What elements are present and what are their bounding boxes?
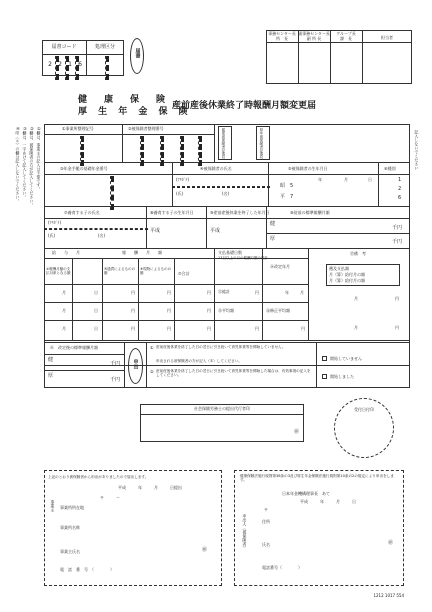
remark-month: 月 [354,296,358,301]
apply-label: 申出 [132,359,139,369]
applicant-addressee: 日本年金機構理事長 あて [282,491,330,496]
divider [44,248,410,249]
pension-cert-label: 厚年被保険者証番号 [259,128,264,160]
col-b-label: ⑤通貨によるものの額 [104,267,136,275]
amount-label: 報 酬 月 額 [122,250,162,255]
col-c-label: ⑥現物によるものの額 [140,267,172,275]
approval-label: 担当者 [381,35,393,40]
name-kana: (ﾌﾘｶﾞﾅ) [176,177,190,182]
applicant-name: 氏名 [262,542,270,547]
started-checkbox[interactable] [322,374,327,379]
pay-month: 月 [62,326,66,331]
after-health: 健 [48,357,54,363]
divider [72,258,73,340]
divider [172,186,270,188]
type-value: 2 [398,186,402,192]
birth-label: ⑤被保険者の生年月日 [288,166,328,171]
divider [102,258,103,340]
yen-c: 円 [167,326,171,331]
pay-month: 月 [62,290,66,295]
not-started-label: 開始していません [330,356,362,361]
divider [140,414,304,415]
birth-year: 年 [318,177,322,182]
approval-label: 事務センター長 [268,31,296,36]
owner-phone: 電 話 番 号 （ ） [60,567,114,572]
divider [44,302,308,303]
applicant-phone: 電話番号（ ） [262,565,302,570]
name-family: (氏) [176,191,184,196]
divider [146,206,147,248]
applicant-address: 住所 [262,519,270,524]
divider [44,340,410,341]
divider [172,162,173,206]
avg-label: ⑮平均額 [218,308,234,313]
divider [44,228,148,230]
divider [174,258,175,340]
divider [180,136,184,166]
yen-b: 円 [131,290,135,295]
era-showa: 昭 [280,183,286,189]
approval-sublabel: 副 所 長 [306,36,322,41]
started-label: 開始しました [330,374,354,379]
employer-postal: 〒 ー [100,495,120,500]
pay-month-label: 給 与 月 [52,250,80,255]
option-2-num: ② [150,369,154,374]
employer-date: 平成 年 月 日提出 [118,485,182,490]
divider [198,136,202,166]
received-label: 受付日付印 [354,407,374,412]
applicant-postal: 〒 [264,507,268,512]
remark-line: 月（算）給付月の額 [329,278,365,283]
form-code-digit: 2 [48,61,52,68]
applicant-declaration: 健康保険法施行規則第38条の3及び厚生年金保険法施行規則第10条の2の規定により申出をします。 [240,474,394,482]
after-health-yen: 千円 [110,361,121,367]
divider [44,284,308,285]
yen-c: 円 [167,308,171,313]
after-pension-yen: 千円 [110,377,121,383]
divider [266,233,410,234]
yen-b: 円 [131,326,135,331]
prev-health: 健 [270,221,276,227]
yen-d: 円 [207,326,211,331]
divider [44,174,410,175]
yen-avg: 円 [255,326,259,331]
option-2-text: 産前産後休業を終了した日の翌日に引き続いて育児休業等を開始した場合は、有効事項の記入をしてください。 [156,369,311,377]
pay-day: 日 [94,290,98,295]
form-code-digit: 2 [58,61,62,68]
owner-seal: ㊞ [202,547,208,553]
remark-yen: 円 [395,296,399,301]
divider [214,248,215,340]
leave-end-label: ⑨産前産後休業を終了した年月日 [210,210,270,215]
form-code-digit: 6 [78,61,82,68]
adj-label: ⑯修正平均額 [266,308,290,313]
basis-note-label: 17日以上の月の報酬月額の総計 [218,256,268,260]
divider [105,56,109,80]
era-heisei: 平 [280,194,286,200]
revised-year: 年 [285,290,289,295]
divider [140,136,144,166]
remark-title: 遡及支払額 [329,266,349,271]
applicant-seal: ㊞ [388,540,394,546]
divider [122,124,123,162]
divider [316,342,317,388]
pay-day: 日 [94,326,98,331]
office-name: 事業所名称 [60,525,80,530]
divider [42,54,124,55]
divider [268,162,269,206]
remarks-label: ⑰備 考 [350,251,366,256]
col-a-label: ②報酬月額の支払対象となる額 [46,267,71,275]
divider [80,136,84,166]
pension-number-label: ③年金手帳の基礎年金番号 [60,166,108,171]
side-note: ④印（＊）の欄は記入しないでください。 [15,126,21,203]
form-code-digit: 1 [68,61,72,68]
page-title: 産前産後休業終了時報酬月額変更届 [172,101,317,111]
name-given: (名) [222,191,230,196]
yen-c: 円 [167,290,171,295]
after-pension: 厚 [48,373,54,379]
child-family: (氏) [48,233,56,238]
agent-label: 社会保険労務士の提出代行者印 [194,406,250,411]
divider [44,134,214,135]
office-code-label: ①事業所整理記号 [62,126,94,131]
child-birth-label: ⑧養育する子の生年月日 [150,210,194,215]
remark-month: 月 [354,325,358,330]
revised-label: ⑭改定年月 [270,264,290,269]
prev-pension: 厚 [270,236,276,242]
type-value: 1 [398,177,402,183]
prev-health-yen: 千円 [392,225,403,231]
divider [44,370,124,371]
region-code-label: 処理区分 [94,44,115,50]
divider [378,162,379,206]
yen-total: 円 [255,290,259,295]
option-1-num: ① [150,345,154,350]
divider [86,40,87,76]
basis-days-label: 支払基礎日数 [218,250,242,255]
divider [214,124,215,162]
pay-month: 月 [62,308,66,313]
divider [308,248,309,340]
side-note: ③欄は、一字あけて記入してください。 [22,126,28,199]
divider [44,206,410,207]
divider [44,354,124,355]
approval-sublabel: 課 長 [340,36,352,41]
divider [44,162,410,163]
employer-side: 事業主 [50,500,56,512]
yen-b: 円 [131,308,135,313]
yen-d: 円 [207,308,211,313]
divider [160,136,164,166]
employer-declaration: 上記のとおり被保険者から申出がありましたので届出します。 [48,475,149,479]
title-line2: 厚 生 年 金 保 険 [78,107,192,117]
approval-label: 副事務センター長 [298,31,330,36]
side-note-right: 記入しないでください [414,130,420,170]
child-era: 平成 [150,228,161,234]
type-value: 6 [398,195,402,201]
option-1-note: 申出される被保険者の方が記入（②）してください。 [156,359,242,363]
total-label: ⑫総計 [218,289,230,294]
owner-name: 事業主氏名 [60,549,80,554]
yen-d: 円 [207,290,211,295]
name-label: ④被保険者の氏名 [200,166,232,171]
after-label: ㊶ 改定後の標準報酬月額 [50,345,98,350]
approval-label: グループ長 [336,31,356,36]
divider [206,206,207,248]
side-note: ②欄は、被保険者の方が記入してください。 [29,126,35,207]
prev-amount-label: ⑩従前の標準報酬月額 [290,210,330,215]
approval-sublabel: 所 長 [276,36,288,41]
office-address: 事業所所在地 [60,505,84,510]
agent-seal: ㊞ [294,429,300,435]
birth-day: 日 [368,177,372,182]
applicant-box [234,470,404,586]
side-note: ①欄は、事業主の記入は不要です。 [36,126,42,191]
applicant-date: 平成 年 月 日 [300,499,356,504]
health-cert-label: 健保被保険者証番号 [221,128,226,160]
child-given: (名) [98,233,106,238]
prev-pension-yen: 千円 [392,239,403,245]
birth-month: 月 [344,177,348,182]
title-line1: 健 康 保 険 [78,95,170,105]
divider [138,258,139,340]
insured-number-label: ②被保険者整理番号 [128,126,164,131]
era-heisei-num: 7 [290,194,294,200]
form-oval-label: 届書 [134,48,141,58]
divider [124,342,125,388]
type-label: ⑥種別 [384,166,396,171]
divider [262,248,263,340]
era-showa-num: 5 [290,183,294,189]
yen-adj: 円 [301,326,305,331]
divider [44,258,308,259]
divider [266,42,412,43]
child-name-label: ⑦養育する子の氏名 [64,210,100,215]
divider [44,320,308,321]
divider [110,176,114,210]
divider [44,218,410,219]
not-started-checkbox[interactable] [322,356,327,361]
child-kana: (ﾌﾘｶﾞﾅ) [48,220,62,225]
pay-day: 日 [94,308,98,313]
leave-era: 平成 [210,228,221,234]
form-code-label: 届書コード [51,44,77,50]
remark-yen: 円 [395,325,399,330]
col-d-label: ⑦合計 [178,271,190,276]
divider [146,342,147,388]
option-1-text: 産前産後休業を終了した日の翌日に引き続いて育児休業等を開始していません。 [156,345,286,349]
applicant-side: 申出人（被保険者） [242,514,248,550]
revised-month: 月 [300,290,304,295]
remark-line: 月（算）給付月の額 [329,272,365,277]
footer-code: 1212 1017 554 [373,593,404,598]
